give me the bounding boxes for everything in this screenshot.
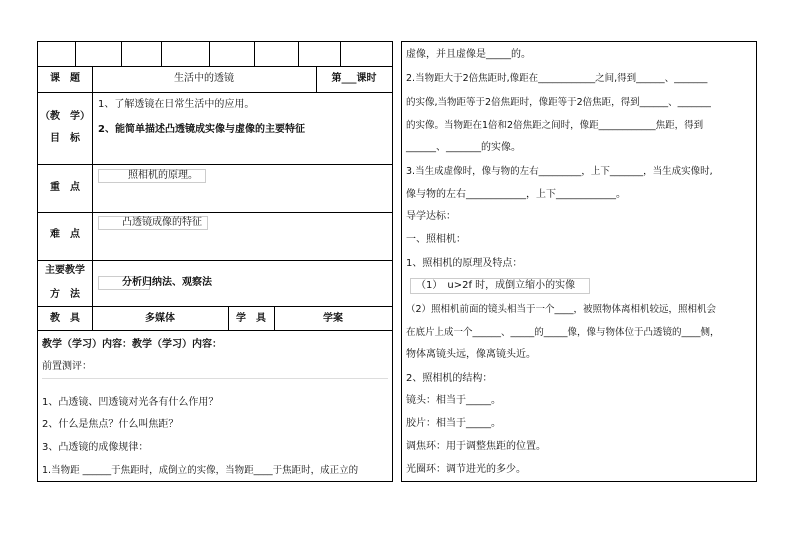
right-line-5: ______、_______的实像。 [406, 142, 521, 153]
question-3-1: 1.当物距 ______于焦距时，成倒立的实像，当物距____于焦距时，成正立的 [42, 465, 359, 476]
header-cell-divider [340, 42, 341, 66]
right-line-8: 导学达标： [406, 211, 456, 222]
right-line-10: 1、照相机的原理及特点： [406, 258, 523, 269]
row-divider [38, 330, 392, 331]
method-label-2: 方 法 [50, 289, 80, 300]
right-line-3: 的实像,当物距等于2倍焦距时，像距等于2倍焦距，得到______、_______ [406, 97, 711, 108]
pretest-label: 前置测评： [42, 361, 92, 372]
right-line-6: 3.当生成虚像时，像与物的左右_________，上下_______，当生成实像时, [406, 166, 713, 177]
right-line-15: 2、照相机的结构： [406, 373, 493, 384]
content-heading: 教学（学习）内容：教学（学习）内容： [42, 339, 222, 350]
lesson-title: 生活中的透镜 [174, 73, 234, 84]
header-cell-divider [298, 42, 299, 66]
question-3: 3、凸透镜的成像规律： [42, 442, 149, 453]
header-cell-divider [254, 42, 255, 66]
right-line-7: 像与物的左右____________，上下____________。 [406, 189, 626, 200]
goals-label-2: 目 标 [50, 133, 80, 144]
question-2: 2、什么是焦点？什么叫焦距？ [42, 419, 179, 430]
right-line-12: （2）照相机前面的镜头相当于一个____，被照物体离相机较远，照相机会 [406, 304, 717, 315]
method-text: 分析归纳法、观察法 [122, 277, 212, 288]
col-divider [92, 164, 93, 212]
right-line-13: 在底片上成一个______、_____的_____像，像与物体位于凸透镜的____侧， [406, 327, 720, 338]
right-line-11: （1） u>2f 时，成倒立缩小的实像 [416, 280, 576, 291]
right-panel [401, 41, 757, 482]
left-panel [37, 41, 393, 482]
difficulty-label: 难 点 [50, 229, 80, 240]
right-line-14: 物体离镜头远，像离镜头近。 [406, 349, 536, 360]
right-line-18: 调焦环：用于调整焦距的位置。 [406, 441, 546, 452]
goal-1: 1、了解透镜在日常生活中的应用。 [98, 99, 255, 110]
pretest-underline [42, 378, 388, 379]
header-cell-divider [121, 42, 122, 66]
key-text: 照相机的原理。 [128, 170, 198, 181]
tool-label: 教 具 [50, 313, 80, 324]
col-divider [92, 92, 93, 164]
right-line-9: 一、照相机： [406, 234, 466, 245]
right-line-16: 镜头：相当于_____。 [406, 395, 501, 406]
col-divider [92, 260, 93, 306]
header-cell-divider [161, 42, 162, 66]
col-divider [92, 212, 93, 260]
right-line-17: 胶片：相当于_____。 [406, 418, 501, 429]
lesson-label: 课 题 [50, 73, 80, 84]
question-1: 1、凸透镜、凹透镜对光各有什么作用？ [42, 397, 219, 408]
header-cell-divider [209, 42, 210, 66]
right-line-1: 虚像，并且虚像是_____的。 [406, 49, 531, 60]
study-tool-value: 学案 [323, 313, 343, 324]
goals-label: （教 学） [40, 111, 90, 122]
tool-value: 多媒体 [145, 313, 175, 324]
right-line-2: 2.当物距大于2倍焦距时,像距在____________之间,得到______、_______ [406, 73, 708, 84]
key-label: 重 点 [50, 182, 80, 193]
right-line-4: 的实像。当物距在1倍和2倍焦距之间时，像距____________焦距，得到 [406, 120, 704, 131]
difficulty-text: 凸透镜成像的特征 [122, 217, 202, 228]
header-cell-divider [75, 42, 76, 66]
period-label: 第___课时 [331, 73, 377, 84]
right-line-19: 光圈环：调节进光的多少。 [406, 464, 526, 475]
goal-2: 2、能简单描述凸透镜成实像与虚像的主要特征 [98, 124, 305, 135]
method-label-1: 主要教学 [45, 265, 85, 276]
study-tool-label: 学 具 [236, 313, 266, 324]
